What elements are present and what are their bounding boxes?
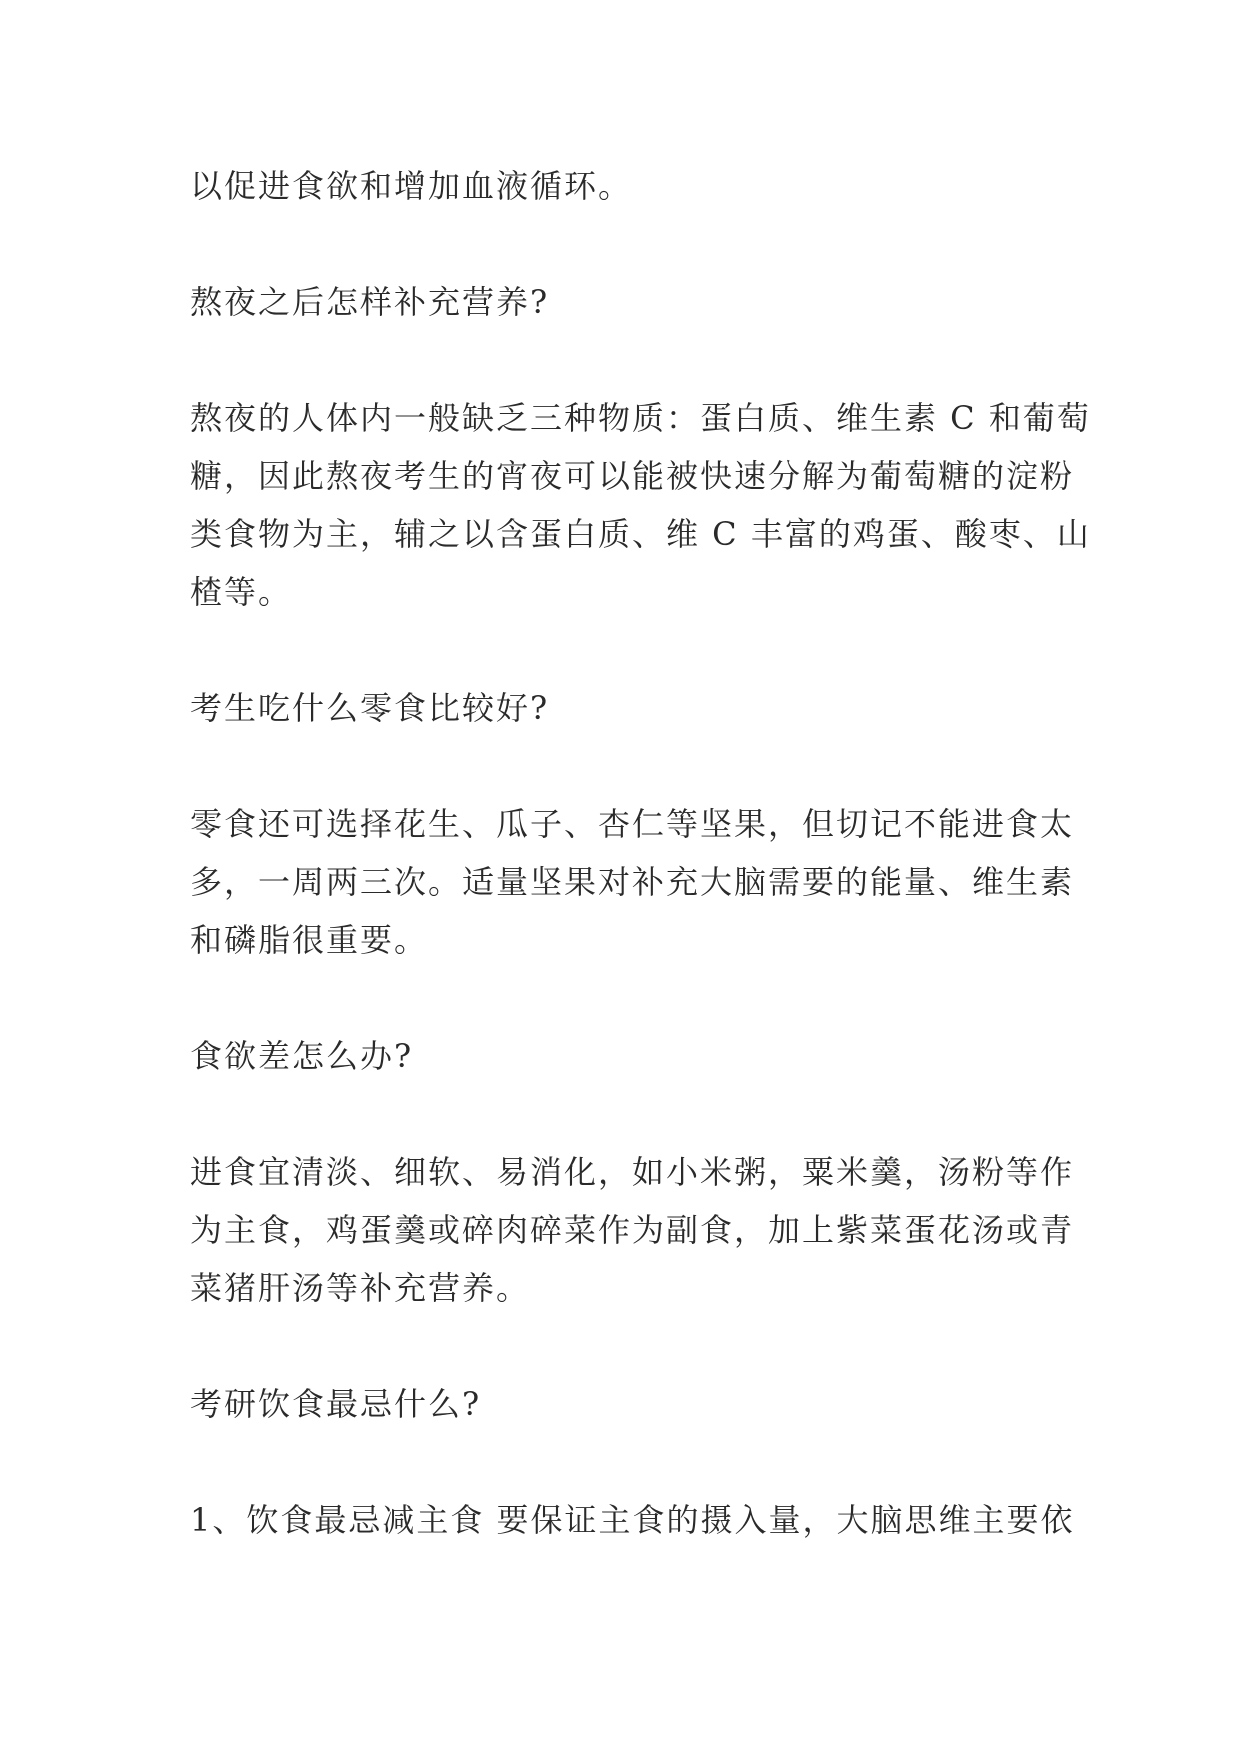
section-question xyxy=(190,1027,1052,1085)
section-question xyxy=(190,1375,1052,1433)
text-line: 考生吃什么零食比较好? xyxy=(190,689,550,727)
text-line: 为主食，鸡蛋羹或碎肉碎菜作为副食，加上紫菜蛋花汤或青 xyxy=(190,1211,1075,1249)
text-line: 考研饮食最忌什么? xyxy=(190,1385,482,1423)
text-line: 菜猪肝汤等补充营养。 xyxy=(190,1269,531,1307)
text-line: 糖，因此熬夜考生的宵夜可以能被快速分解为葡萄糖的淀粉 xyxy=(190,457,1075,495)
paragraph xyxy=(190,1143,1075,1317)
text-line: 零食还可选择花生、瓜子、杏仁等坚果，但切记不能进食太 xyxy=(190,805,1075,843)
text-line: 熬夜的人体内一般缺乏三种物质：蛋白质、维生素 C 和葡萄 xyxy=(190,399,1091,437)
text-line: 1、饮食最忌减主食 要保证主食的摄入量，大脑思维主要依 xyxy=(190,1501,1075,1539)
text-line: 楂等。 xyxy=(190,573,293,611)
paragraph xyxy=(190,389,1091,621)
section-question xyxy=(190,679,1052,737)
text-line: 和磷脂很重要。 xyxy=(190,921,429,959)
text-line: 熬夜之后怎样补充营养? xyxy=(190,283,550,321)
text-line: 多，一周两三次。适量坚果对补充大脑需要的能量、维生素 xyxy=(190,863,1075,901)
paragraph xyxy=(190,1491,1075,1549)
section-question xyxy=(190,273,1052,331)
text-line: 类食物为主，辅之以含蛋白质、维 C 丰富的鸡蛋、酸枣、山 xyxy=(190,515,1091,553)
text-line: 以促进食欲和增加血液循环。 xyxy=(190,167,633,205)
text-line: 食欲差怎么办? xyxy=(190,1037,414,1075)
paragraph xyxy=(190,795,1075,969)
text-line: 进食宜清淡、细软、易消化，如小米粥，粟米羹，汤粉等作 xyxy=(190,1153,1075,1191)
document-body xyxy=(190,157,1091,1607)
paragraph xyxy=(190,157,1052,215)
